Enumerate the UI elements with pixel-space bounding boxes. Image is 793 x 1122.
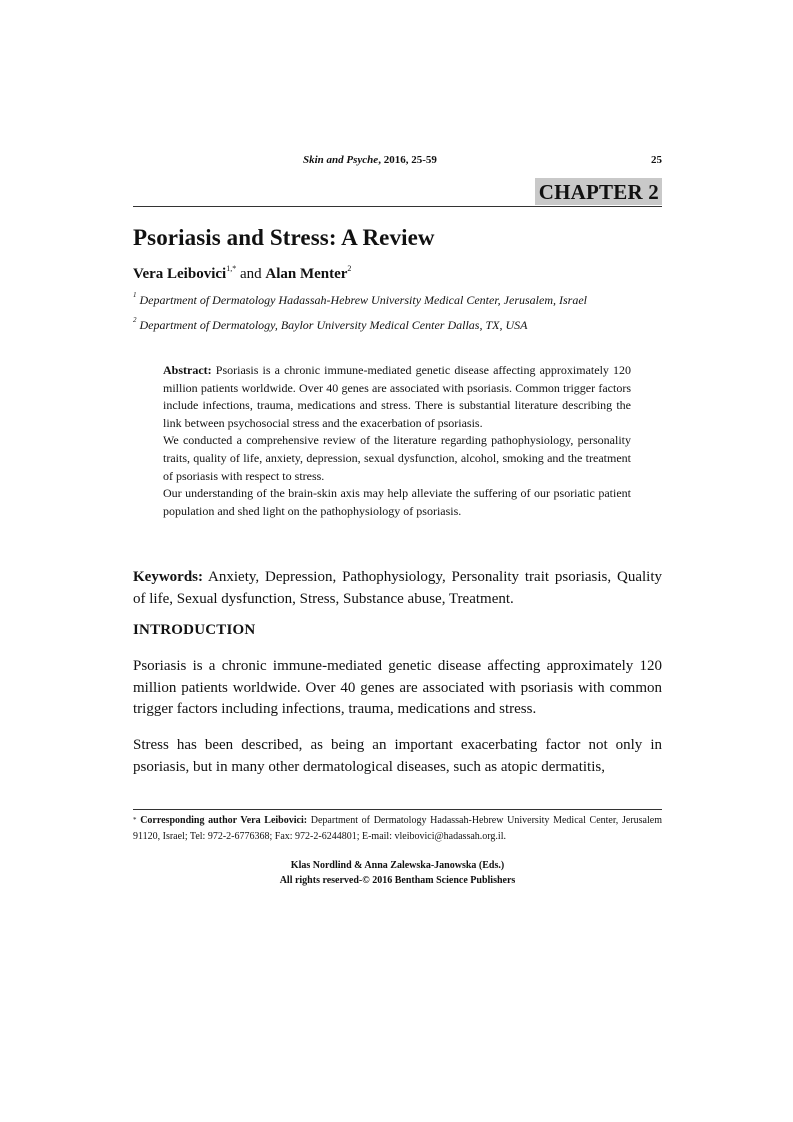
footnote-label: Corresponding author Vera Leibovici: xyxy=(140,815,308,826)
affiliation xyxy=(133,318,527,333)
keywords-label: Keywords: xyxy=(133,569,203,585)
keywords xyxy=(133,567,662,610)
author-affiliation-mark: 2 xyxy=(347,264,352,273)
body-paragraph-text: Stress has been described, as being an important exacerbating factor not only in psoriasis, but in many other dermatological diseases, such as atopic dermatitis, xyxy=(133,737,662,775)
author-name: Vera Leibovici xyxy=(133,266,227,282)
publisher-info xyxy=(133,858,662,888)
author-connector: and xyxy=(239,266,262,282)
journal-year-pages: , 2016, 25-59 xyxy=(378,154,437,166)
article-title: Psoriasis and Stress: A Review xyxy=(133,225,435,250)
author-name: Alan Menter xyxy=(265,266,348,282)
abstract-paragraph: Our understanding of the brain-skin axis may help alleviate the suffering of our psoriatic patient population and shed light on the pathophysiology of psoriasis. xyxy=(163,486,631,518)
affiliation-text: Department of Dermatology, Baylor University Medical Center Dallas, TX, USA xyxy=(139,318,528,332)
journal-citation xyxy=(303,154,437,166)
chapter-label: CHAPTER 2 xyxy=(535,178,662,205)
abstract-paragraph: We conducted a comprehensive review of the literature regarding pathophysiology, personality traits, quality of life, anxiety, depression, sexual dysfunction, alcohol, smoking and the treatment of psoriasis with respect to stress. xyxy=(163,433,631,483)
editors-line: Klas Nordlind & Anna Zalewska-Janowska (Eds.) xyxy=(290,860,505,871)
body-paragraph xyxy=(133,656,662,721)
abstract-paragraph xyxy=(163,362,631,432)
header-divider xyxy=(133,206,662,207)
section-heading: INTRODUCTION xyxy=(133,622,256,638)
author-affiliation-mark: 1,* xyxy=(226,264,237,273)
affiliation xyxy=(133,293,587,308)
keywords-text: Anxiety, Depression, Pathophysiology, Personality trait psoriasis, Quality of life, Sexual dysfunction, Stress, Substance abuse, Treatment. xyxy=(133,569,662,607)
body-paragraph xyxy=(133,735,662,778)
body-paragraph-text: Psoriasis is a chronic immune-mediated genetic disease affecting approximately 120 million patients worldwide. Over 40 genes are associated with psoriasis with common trigger factors including infections, trauma, medications and stress. xyxy=(133,658,662,717)
footnote xyxy=(133,813,662,845)
affiliation-text: Department of Dermatology Hadassah-Hebrew University Medical Center, Jerusalem, Israel xyxy=(139,293,587,307)
footnote-mark: * xyxy=(133,816,137,824)
rights-line: All rights reserved-© 2016 Bentham Science Publishers xyxy=(279,875,516,886)
footnote-text: Department of Dermatology Hadassah-Hebrew University Medical Center, Jerusalem 91120, Israel; Tel: 972-2-6776368; Fax: 972-2-6244801; E-mail: vleibovici@hadassah.org.il. xyxy=(133,815,662,842)
abstract-text: Psoriasis is a chronic immune-mediated genetic disease affecting approximately 120 million patients worldwide. Over 40 genes are associated with psoriasis. Common trigger factors include infections, trauma, medications and stress. There is substantial literature describing the link between psychosocial stress and the exacerbation of psoriasis. xyxy=(163,363,632,430)
affiliation-number: 2 xyxy=(133,316,137,324)
page-number: 25 xyxy=(651,154,662,166)
abstract-label: Abstract: xyxy=(163,363,212,377)
journal-title: Skin and Psyche xyxy=(303,154,379,166)
affiliation-number: 1 xyxy=(133,291,137,299)
abstract xyxy=(163,362,631,520)
author-line xyxy=(133,266,351,283)
footnote-divider xyxy=(133,809,662,810)
